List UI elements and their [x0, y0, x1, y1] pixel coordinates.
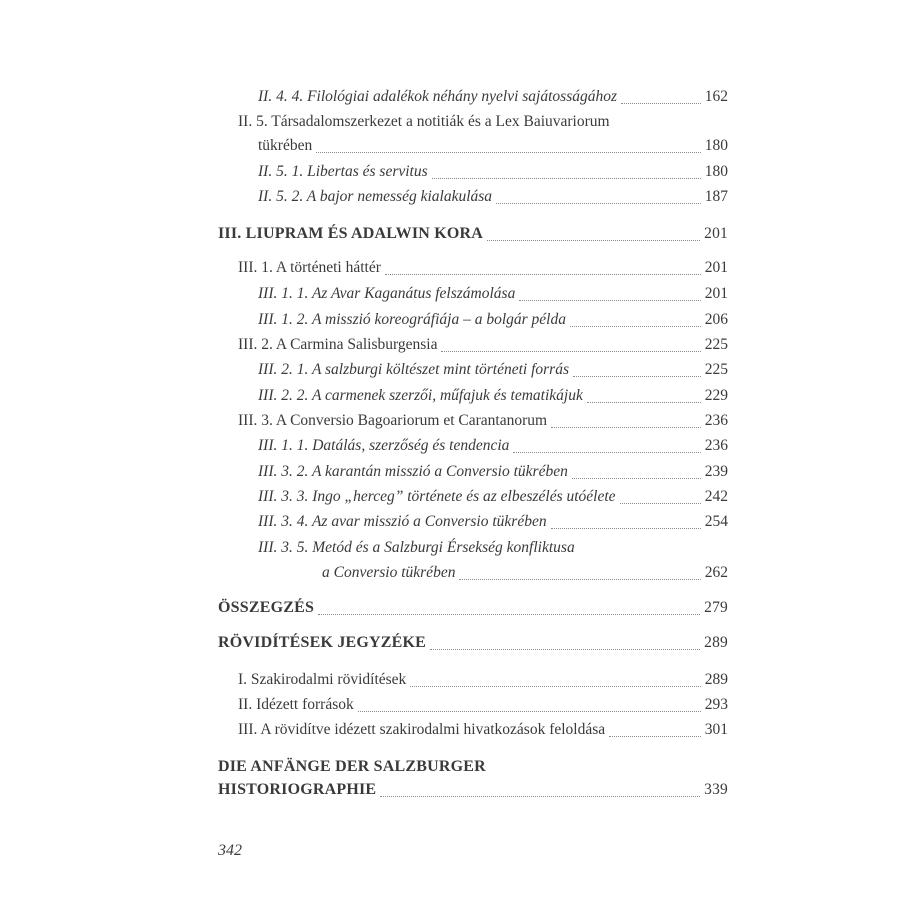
toc-entry-page: 201 — [704, 259, 728, 276]
dot-leader — [496, 203, 701, 204]
toc-entry-title: II. 5. 1. Libertas és servitus — [258, 163, 428, 180]
toc-entry — [0, 309, 728, 331]
dot-leader — [318, 614, 700, 615]
toc-entry — [0, 461, 728, 483]
toc-entry — [0, 334, 728, 356]
toc-entry — [0, 694, 728, 716]
toc-entry — [0, 486, 728, 508]
toc-entry — [0, 283, 728, 305]
dot-leader — [621, 103, 701, 104]
toc-entry-title: III. 3. 5. Metód és a Salzburgi Érsekség konfliktusa — [258, 539, 575, 556]
dot-leader — [513, 452, 700, 453]
dot-leader — [572, 478, 701, 479]
toc-entry-page: 289 — [704, 671, 728, 688]
toc-entry-title: HISTORIOGRAPHIE — [218, 781, 377, 798]
toc-entry-title: ÖSSZEGZÉS — [218, 599, 315, 616]
toc-entry-page: 262 — [704, 564, 728, 581]
toc-entry — [0, 537, 728, 559]
toc-entry-page: 201 — [704, 285, 728, 302]
dot-leader — [573, 376, 701, 377]
toc-entry-title: I. Szakirodalmi rövidítések — [238, 671, 407, 688]
toc-entry-page: 180 — [704, 163, 728, 180]
toc-entry-title: III. 1. 2. A misszió koreográfiája – a bolgár példa — [258, 311, 566, 328]
toc-chapter-heading — [0, 756, 728, 778]
dot-leader — [609, 736, 701, 737]
toc-entry-title: III. 2. A Carmina Salisburgensia — [238, 336, 438, 353]
dot-leader — [551, 427, 701, 428]
dot-leader — [430, 649, 700, 650]
toc-entry-page: 206 — [704, 311, 728, 328]
toc-entry-page: 236 — [704, 412, 728, 429]
toc-entry-title: a Conversio tükrében — [322, 564, 456, 581]
toc-entry-title: III. 3. 4. Az avar misszió a Conversio tükrében — [258, 513, 547, 530]
toc-entry-title: RÖVIDÍTÉSEK JEGYZÉKE — [218, 634, 427, 651]
toc-entry — [0, 385, 728, 407]
toc-entry-page: 293 — [704, 696, 728, 713]
toc-entry-title: II. 5. 2. A bajor nemesség kialakulása — [258, 188, 493, 205]
dot-leader — [432, 178, 701, 179]
dot-leader — [385, 274, 701, 275]
toc-entry — [0, 511, 728, 533]
toc-entry — [0, 435, 728, 457]
toc-entry-title: III. A rövidítve idézett szakirodalmi hivatkozások feloldása — [238, 721, 606, 738]
dot-leader — [570, 326, 701, 327]
toc-entry — [0, 359, 728, 381]
dot-leader — [620, 503, 701, 504]
toc-chapter-heading — [0, 779, 728, 801]
toc-entry — [0, 161, 728, 183]
toc-entry-title: tükrében — [258, 137, 313, 154]
dot-leader — [441, 351, 700, 352]
toc-entry-title: III. 1. 1. Datálás, szerzőség és tendencia — [258, 437, 510, 454]
toc-entry — [0, 86, 728, 108]
toc-entry-page: 225 — [704, 361, 728, 378]
toc-entry-title: III. 2. 2. A carmenek szerzői, műfajuk és tematikájuk — [258, 387, 583, 404]
toc-entry — [0, 111, 728, 133]
toc-entry-page: 239 — [704, 463, 728, 480]
toc-chapter-heading — [0, 223, 728, 245]
toc-entry-title: III. 2. 1. A salzburgi költészet mint történeti forrás — [258, 361, 569, 378]
dot-leader — [487, 240, 700, 241]
toc-entry-page: 229 — [704, 387, 728, 404]
toc-entry-page: 242 — [704, 488, 728, 505]
toc-entry-page: 339 — [704, 781, 728, 798]
toc-entry-page: 301 — [704, 721, 728, 738]
toc-entry — [0, 135, 728, 157]
dot-leader — [380, 796, 700, 797]
toc-entry-page: 162 — [704, 88, 728, 105]
toc-entry-title: III. LIUPRAM ÉS ADALWIN KORA — [218, 225, 484, 242]
toc-entry-page: 289 — [704, 634, 728, 651]
dot-leader — [358, 711, 701, 712]
dot-leader — [316, 152, 701, 153]
toc-entry-title: III. 3. 2. A karantán misszió a Conversio tükrében — [258, 463, 568, 480]
toc-entry-title: III. 1. 1. Az Avar Kaganátus felszámolása — [258, 285, 516, 302]
toc-entry-page: 180 — [704, 137, 728, 154]
toc-entry-title: III. 3. 3. Ingo „herceg” története és az elbeszélés utóélete — [258, 488, 616, 505]
toc-chapter-heading — [0, 632, 728, 654]
toc-entry — [0, 562, 728, 584]
dot-leader — [410, 686, 700, 687]
dot-leader — [459, 579, 700, 580]
toc-entry-page: 201 — [704, 225, 728, 242]
page-number: 342 — [218, 842, 242, 859]
toc-entry-title: DIE ANFÄNGE DER SALZBURGER — [218, 758, 486, 775]
toc-entry-title: II. 4. 4. Filológiai adalékok néhány nyelvi sajátosságához — [258, 88, 618, 105]
toc-entry-title: III. 1. A történeti háttér — [238, 259, 381, 276]
toc-entry-page: 279 — [704, 599, 728, 616]
dot-leader — [551, 528, 701, 529]
toc-entry — [0, 257, 728, 279]
toc-entry-title: II. 5. Társadalomszerkezet a notitiák és a Lex Baiuvariorum — [238, 113, 610, 130]
toc-entry-page: 187 — [704, 188, 728, 205]
toc-entry — [0, 669, 728, 691]
toc-entry-page: 236 — [704, 437, 728, 454]
toc-entry-title: II. Idézett források — [238, 696, 354, 713]
toc-chapter-heading — [0, 597, 728, 619]
toc-entry-page: 225 — [704, 336, 728, 353]
toc-entry-page: 254 — [704, 513, 728, 530]
dot-leader — [519, 300, 700, 301]
toc-entry — [0, 186, 728, 208]
toc-entry — [0, 719, 728, 741]
toc-entry — [0, 410, 728, 432]
toc-entry-title: III. 3. A Conversio Bagoariorum et Carantanorum — [238, 412, 548, 429]
dot-leader — [587, 402, 701, 403]
